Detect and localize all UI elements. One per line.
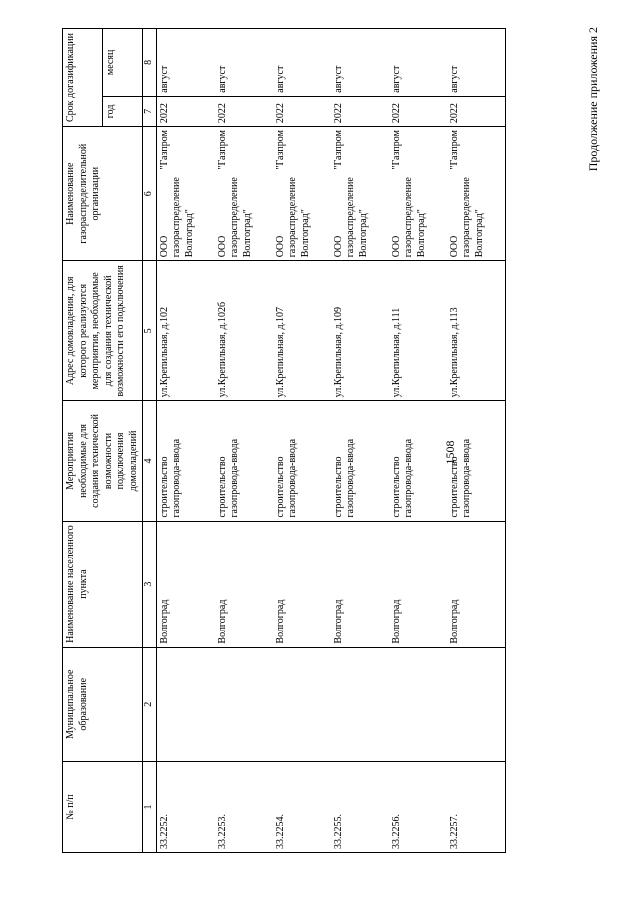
year-cell: 2022 [331,96,389,126]
municipality-cell [331,647,389,761]
locality-cell: Волгоград [389,521,447,647]
organization-cell: ООО "Газпром газораспределение Волгоград" [331,127,389,261]
organization-cell: ООО "Газпром газораспределение Волгоград" [156,127,215,261]
measure-cell: строительство газопровода-ввода [156,401,215,521]
column-number: 7 [143,96,157,126]
municipality-cell [156,647,215,761]
header-year: год [103,96,143,126]
address-cell: ул.Крепильная, д.109 [331,261,389,401]
year-cell: 2022 [156,96,215,126]
organization-cell: ООО "Газпром газораспределение Волгоград" [215,127,273,261]
municipality-cell [215,647,273,761]
table-body [156,29,505,853]
municipality-cell [273,647,331,761]
table-row [156,29,215,853]
row-number: 33.2255. [331,761,389,852]
row-number: 33.2257. [447,761,506,852]
locality-cell: Волгоград [447,521,506,647]
continuation-label: Продолжение приложения 2 [586,27,600,172]
table-row [215,29,273,853]
organization-cell: ООО "Газпром газораспределение Волгоград" [273,127,331,261]
address-cell: ул.Крепильная, д.113 [447,261,506,401]
address-cell: ул.Крепильная, д.111 [389,261,447,401]
header-measures: Мероприятия необходимые для создания технической возможности подключения домовладений [63,401,143,521]
year-cell: 2022 [273,96,331,126]
table-row [447,29,506,853]
month-cell: август [447,29,506,97]
address-cell: ул.Крепильная, д.107 [273,261,331,401]
column-number: 8 [143,29,157,97]
row-number: 33.2254. [273,761,331,852]
measure-cell: строительство газопровода-ввода [331,401,389,521]
column-number: 4 [143,401,157,521]
row-number: 33.2252. [156,761,215,852]
header-num: № п/п [63,761,143,852]
month-cell: август [215,29,273,97]
address-cell: ул.Крепильная, д.102б [215,261,273,401]
column-number: 2 [143,647,157,761]
measure-cell: строительство газопровода-ввода [273,401,331,521]
measure-cell: строительство газопровода-ввода [447,401,506,521]
header-month: месяц [103,29,143,97]
column-number: 1 [143,761,157,852]
month-cell: август [273,29,331,97]
table-row [273,29,331,853]
row-number: 33.2256. [389,761,447,852]
municipality-cell [389,647,447,761]
row-number: 33.2253. [215,761,273,852]
gasification-table [62,28,506,853]
table-row [389,29,447,853]
organization-cell: ООО "Газпром газораспределение Волгоград" [389,127,447,261]
month-cell: август [156,29,215,97]
locality-cell: Волгоград [156,521,215,647]
header-address: Адрес домовладения, для которого реализуются мероприятия, необходимые для создания технической возможности его подключения [63,261,143,401]
header-municipality: Муниципальное образование [63,647,143,761]
locality-cell: Волгоград [273,521,331,647]
municipality-cell [447,647,506,761]
page-number: 1508 [443,440,457,465]
month-cell: август [331,29,389,97]
address-cell: ул.Крепильная, д.102 [156,261,215,401]
header-locality: Наименование населенного пункта [63,521,143,647]
table-row [331,29,389,853]
column-number-row [143,29,157,853]
organization-cell: ООО "Газпром газораспределение Волгоград" [447,127,506,261]
year-cell: 2022 [447,96,506,126]
locality-cell: Волгоград [331,521,389,647]
column-number: 3 [143,521,157,647]
year-cell: 2022 [215,96,273,126]
header-organization: Наименование газораспределительной организации [63,127,143,261]
measure-cell: строительство газопровода-ввода [389,401,447,521]
column-number: 5 [143,261,157,401]
locality-cell: Волгоград [215,521,273,647]
header-term: Срок догазификации [63,29,103,127]
year-cell: 2022 [389,96,447,126]
month-cell: август [389,29,447,97]
measure-cell: строительство газопровода-ввода [215,401,273,521]
column-number: 6 [143,127,157,261]
